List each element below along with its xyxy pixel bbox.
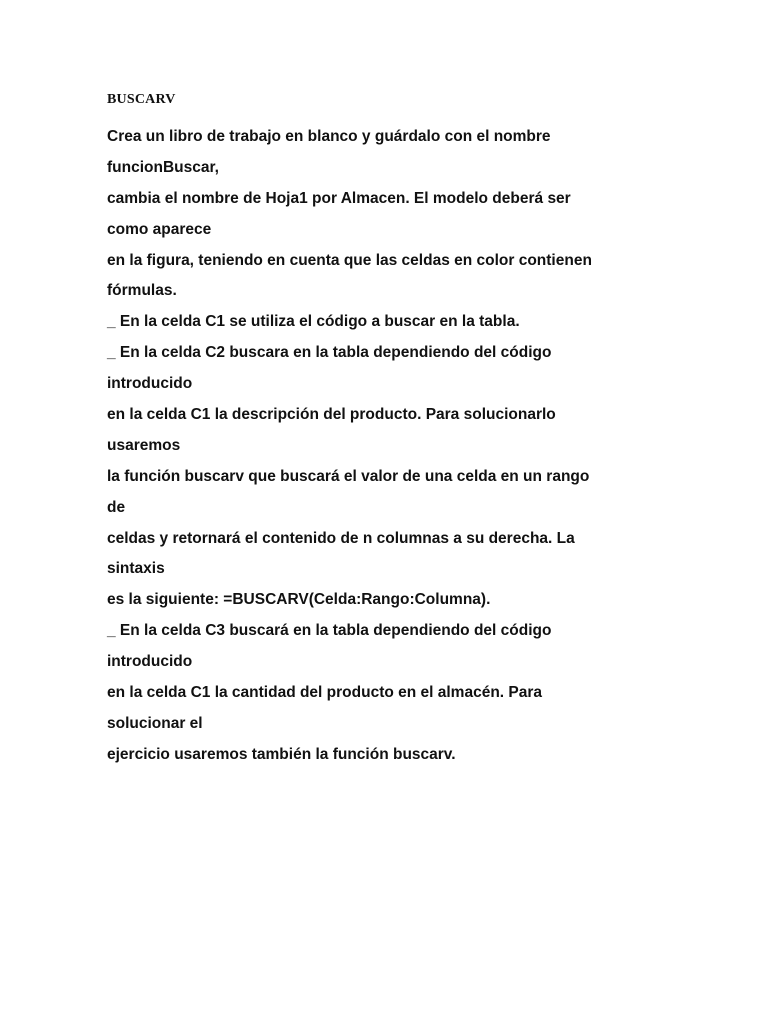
text-line: celdas y retornará el contenido de n columnas a su derecha. La [107,529,575,547]
text-line: en la figura, teniendo en cuenta que las celdas en color contienen [107,251,592,269]
text-line: sintaxis [107,560,165,578]
text-line: en la celda C1 la descripción del producto. Para solucionarlo [107,406,556,424]
text-line: introducido [107,653,193,671]
text-line: introducido [107,375,193,393]
text-line: de [107,498,126,516]
text-line: cambia el nombre de Hoja1 por Almacen. El modelo deberá ser [107,189,571,207]
text-line: ejercicio usaremos también la función buscarv. [107,745,456,763]
document-title: BUSCARV [107,92,176,107]
text-line: fórmulas. [107,282,177,300]
text-line: la función buscarv que buscará el valor de una celda en un rango [107,467,590,485]
text-line: en la celda C1 la cantidad del producto en el almacén. Para [107,684,543,702]
document-body [107,125,707,774]
text-line: como aparece [107,220,212,238]
text-line: es la siguiente: =BUSCARV(Celda:Rango:Columna). [107,591,491,609]
text-line: Crea un libro de trabajo en blanco y guárdalo con el nombre [107,128,551,145]
text-line: _ En la celda C1 se utiliza el código a buscar en la tabla. [107,313,520,331]
text-line: usaremos [107,436,181,454]
text-line: _ En la celda C3 buscará en la tabla dependiendo del código [107,622,552,640]
text-line: funcionBuscar, [107,158,219,176]
text-line: solucionar el [107,714,203,732]
text-line: _ En la celda C2 buscara en la tabla dependiendo del código [107,344,552,362]
